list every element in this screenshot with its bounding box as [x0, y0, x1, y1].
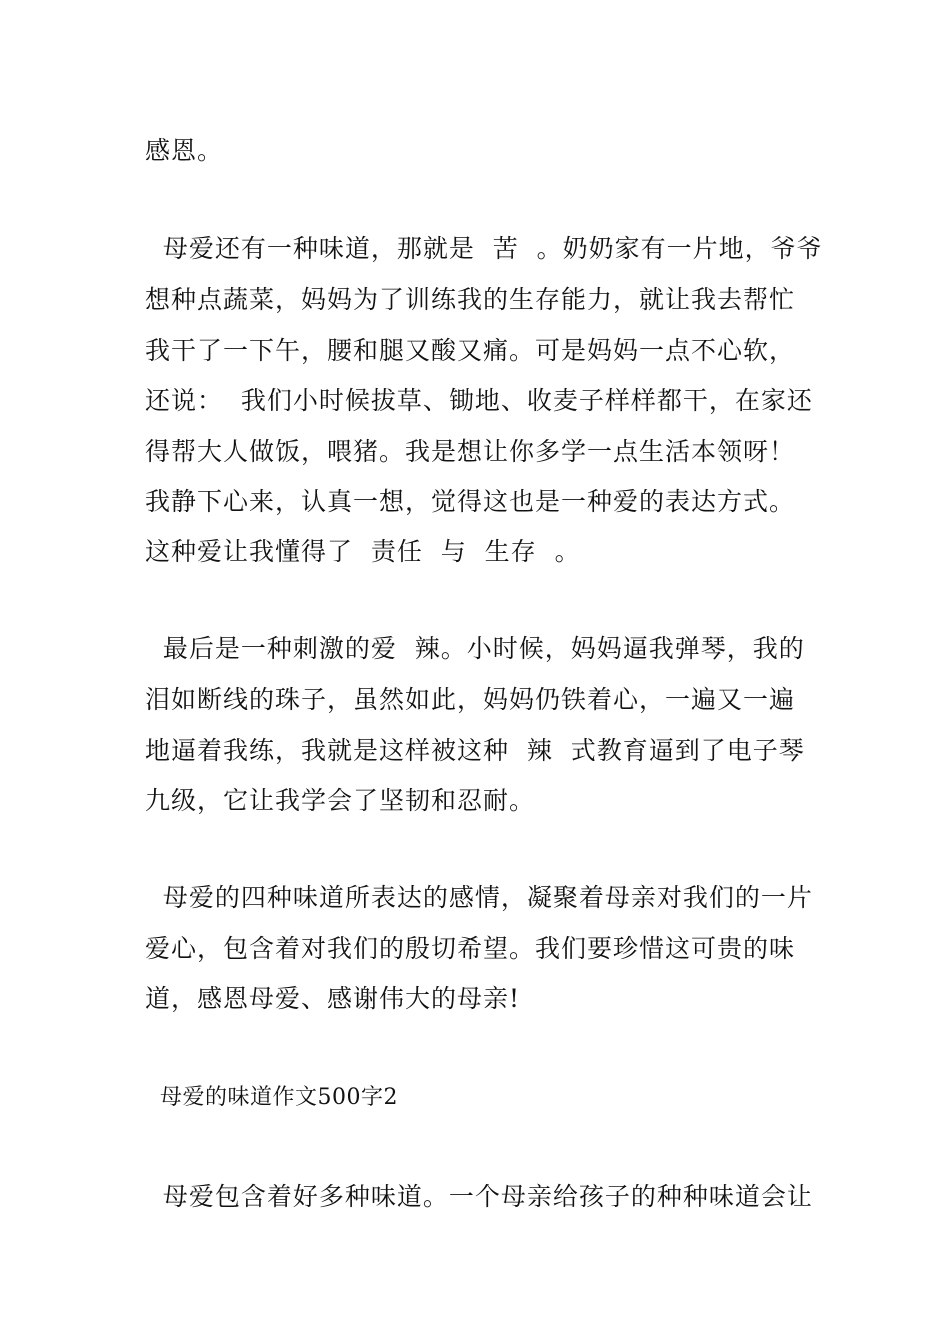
text-line: 母爱还有一种味道，那就是 苦 。奶奶家有一片地，爷爷: [145, 234, 823, 263]
text-line: 九级，它让我学会了坚韧和忍耐。: [145, 786, 536, 815]
text-line: 泪如断线的珠子，虽然如此，妈妈仍铁着心，一遍又一遍: [145, 685, 796, 714]
text-line: 爱心，包含着对我们的殷切希望。我们要珍惜这可贵的味: [145, 934, 796, 963]
text-line: 母爱的四种味道所表达的感情，凝聚着母亲对我们的一片: [145, 883, 813, 912]
section-heading: 母爱的味道作文500字2: [145, 1085, 398, 1110]
text-line: 地逼着我练，我就是这样被这种 辣 式教育逼到了电子琴: [145, 736, 805, 765]
text-line: 最后是一种刺激的爱 辣。小时候，妈妈逼我弹琴，我的: [145, 634, 805, 663]
text-line: 我干了一下午，腰和腿又酸又痛。可是妈妈一点不心软，: [145, 336, 796, 365]
text-line: 得帮大人做饭，喂猪。我是想让你多学一点生活本领呀！: [145, 437, 796, 466]
text-line: 还说： 我们小时候拔草、锄地、收麦子样样都干，在家还: [145, 386, 813, 415]
text-line: 母爱包含着好多种味道。一个母亲给孩子的种种味道会让: [145, 1182, 813, 1211]
text-line: 想种点蔬菜，妈妈为了训练我的生存能力，就让我去帮忙: [145, 285, 796, 314]
text-line: 感恩。: [145, 136, 224, 165]
text-line: 这种爱让我懂得了 责任 与 生存 。: [145, 537, 581, 566]
text-line: 道，感恩母爱、感谢伟大的母亲!: [145, 984, 521, 1013]
text-line: 我静下心来，认真一想，觉得这也是一种爱的表达方式。: [145, 487, 796, 516]
